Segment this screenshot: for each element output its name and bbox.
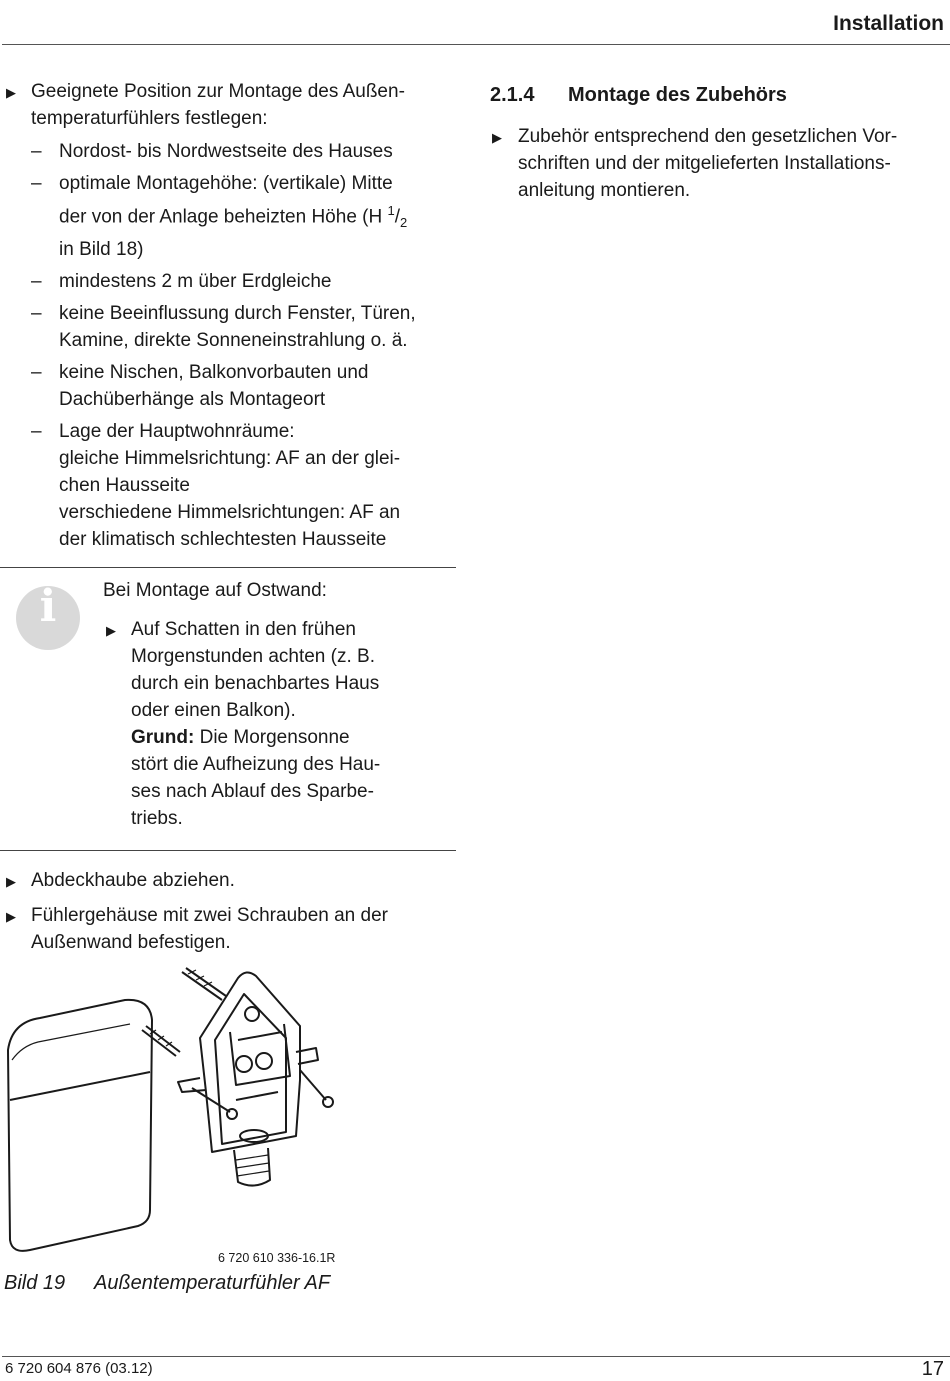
reason-label: Grund: [131,727,195,749]
instruction-step: ▶ Geeignete Position zur Montage des Außen- temperaturfühlers festlegen: [6,81,405,129]
bullet-triangle-icon: ▶ [6,909,16,925]
bullet-triangle-icon: ▶ [492,130,502,145]
bullet-triangle-icon: ▶ [6,85,16,100]
section-heading [490,82,945,109]
note-step: ▶ Auf Schatten in den frühen Morgenstunden achten (z. B. durch ein benachbartes Haus oder einen Balkon). Grund: Die Morgensonne stört die Aufheizung des Hau- ses nach Ablauf des Sparbe- triebs. [106,619,381,830]
figure-title: Außentemperaturfühler AF [94,1272,331,1294]
note-intro: Bei Montage auf Ostwand: [103,580,327,602]
right-column [490,78,945,210]
cover-cap [8,1000,152,1251]
figure-code: 6 720 610 336-16.1R [218,1251,336,1265]
note-bottom-divider [0,850,456,851]
info-icon: i [16,586,80,650]
instruction-step: ▶ Zubehör entsprechend den gesetzlichen Vor- schriften und der mitgelieferten Installations- anleitung montieren. [492,126,898,201]
section-number: 2.1.4 [490,84,535,106]
info-note [0,568,456,850]
dash-bullet: – [31,173,42,194]
list-item: – Lage der Hauptwohnräume: gleiche Himmelsrichtung: AF an der glei- chen Hausseite verschiedene Himmelsrichtungen: AF an der klimatisch schlechtesten Hausseite [0,418,456,553]
list-item: – keine Nischen, Balkonvorbauten und Dachüberhänge als Montageort [0,359,456,413]
dash-bullet: – [31,303,42,325]
dash-bullet: – [31,421,42,443]
sensor-illustration [0,960,456,1270]
bullet-triangle-icon: ▶ [106,623,116,639]
instruction-step: ▶ Fühlergehäuse mit zwei Schrauben an der Außenwand befestigen. [6,905,388,954]
dash-bullet: – [31,362,42,384]
left-column [0,78,456,962]
bullet-triangle-icon: ▶ [6,874,16,890]
document-code: 6 720 604 876 (03.12) [5,1360,153,1377]
wall-plug [182,968,226,1000]
footer-divider [2,1356,950,1357]
page-header-title: Installation [833,12,944,35]
list-item: – keine Beeinflussung durch Fenster, Türen, Kamine, direkte Sonneneinstrahlung o. ä. [0,300,456,354]
page-number: 17 [921,1358,944,1380]
figure-caption [4,1272,330,1295]
instruction-step: ▶ Abdeckhaube abziehen. [0,867,456,894]
list-item: – mindestens 2 m über Erdgleiche [0,268,456,295]
section-title: Montage des Zubehörs [568,84,787,106]
figure-label: Bild 19 [4,1272,66,1294]
list-item: – optimale Montagehöhe: (vertikale) Mitte der von der Anlage beheizten Höhe (H $^1/_2$ in Bild 18) [0,170,456,263]
dash-bullet: – [31,271,42,293]
dash-bullet: – [31,141,42,162]
header-divider [2,44,950,45]
list-item: – Nordost- bis Nordwestseite des Hauses [0,138,456,165]
